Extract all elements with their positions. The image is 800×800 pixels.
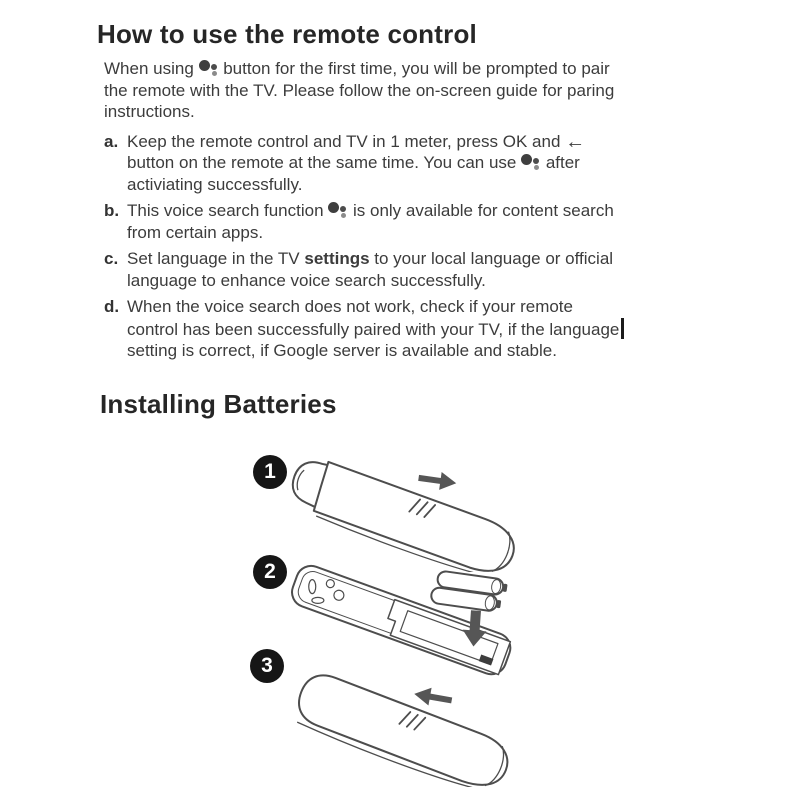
step-3-badge: 3	[250, 649, 284, 683]
step-3-illustration-slide-cover-closed	[288, 662, 543, 787]
list-item-c	[104, 248, 749, 291]
section-title-remote: How to use the remote control	[97, 19, 477, 49]
list-item-text: When the voice search does not work, check if your remote control has been successfully paired with your TV, if the language setting is correct, if Google server is available and stable.	[127, 296, 749, 362]
list-item-b	[104, 200, 749, 243]
section-title-batteries: Installing Batteries	[100, 389, 337, 419]
step-2-badge: 2	[253, 555, 287, 589]
list-item-d	[104, 296, 749, 362]
text-cursor	[621, 318, 624, 339]
list-item-text: Set language in the TV settings to your local language or official language to enhance voice search successfully.	[127, 249, 614, 290]
voice-search-icon	[199, 60, 219, 76]
slide-right-arrow-icon	[417, 469, 457, 492]
back-arrow-icon: ←	[565, 130, 586, 153]
list-item-label: b.	[104, 201, 120, 220]
list-item-label: a.	[104, 131, 119, 151]
list-item-text: Keep the remote control and TV in 1 meter, press OK and ← button on the remote at the same time. You can use after activiating successfully.	[127, 130, 586, 194]
intro-paragraph: When using button for the first time, you will be prompted to pair the remote with the TV. Please follow the on-screen guide for paring instructions.	[104, 59, 615, 121]
list-item-text: This voice search function is only available for content search from certain apps.	[127, 201, 614, 242]
list-item-label: c.	[104, 249, 119, 268]
list-item-label: d.	[104, 297, 120, 316]
step-1-badge: 1	[253, 455, 287, 489]
slide-left-arrow-icon	[413, 685, 454, 709]
voice-search-icon	[521, 154, 541, 170]
aaa-batteries	[430, 570, 508, 613]
list-item-a	[104, 131, 749, 196]
back-cover	[292, 668, 515, 787]
voice-search-icon	[328, 202, 348, 218]
remote-instructions	[104, 58, 749, 367]
